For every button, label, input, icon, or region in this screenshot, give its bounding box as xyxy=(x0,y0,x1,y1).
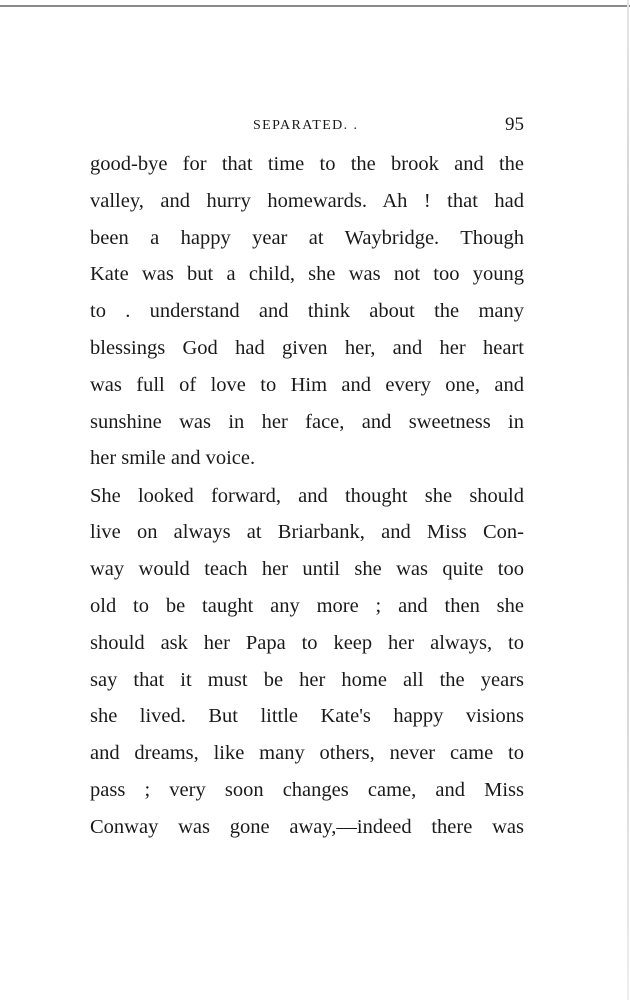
text-line: should ask her Papa to keep her always, to xyxy=(90,631,524,654)
text-line: live on always at Briarbank, and Miss Con- xyxy=(90,521,524,544)
text-line: to . understand and think about the many xyxy=(90,300,524,323)
text-line: old to be taught any more ; and then she xyxy=(90,594,524,617)
text-line: was full of love to Him and every one, and xyxy=(90,373,524,396)
text-line: pass ; very soon changes came, and Miss xyxy=(90,778,524,801)
text-line: she lived. But little Kate's happy visions xyxy=(90,705,524,728)
body-text xyxy=(90,146,524,846)
running-head xyxy=(90,110,524,146)
text-line: and dreams, like many others, never came to xyxy=(90,742,524,765)
text-line: Conway was gone away,—indeed there was xyxy=(90,815,524,838)
text-line: blessings God had given her, and her heart xyxy=(90,336,524,359)
text-line: been a happy year at Waybridge. Though xyxy=(90,226,524,249)
page-number: 95 xyxy=(505,114,524,135)
text-line: way would teach her until she was quite too xyxy=(90,558,524,581)
text-line: She looked forward, and thought she should xyxy=(90,484,524,507)
paragraph-1 xyxy=(90,146,524,477)
scan-edge-top xyxy=(0,5,630,7)
text-line: good-bye for that time to the brook and the xyxy=(90,153,524,175)
running-title: SEPARATED. . xyxy=(253,118,359,133)
text-line: sunshine was in her face, and sweetness in xyxy=(90,410,524,433)
book-page xyxy=(90,110,524,846)
text-line: valley, and hurry homewards. Ah ! that had xyxy=(90,189,524,212)
text-line: Kate was but a child, she was not too young xyxy=(90,263,524,286)
text-line: her smile and voice. xyxy=(90,447,256,470)
scan-edge-right xyxy=(627,0,629,1000)
text-line: say that it must be her home all the years xyxy=(90,668,524,691)
paragraph-2 xyxy=(90,478,524,846)
